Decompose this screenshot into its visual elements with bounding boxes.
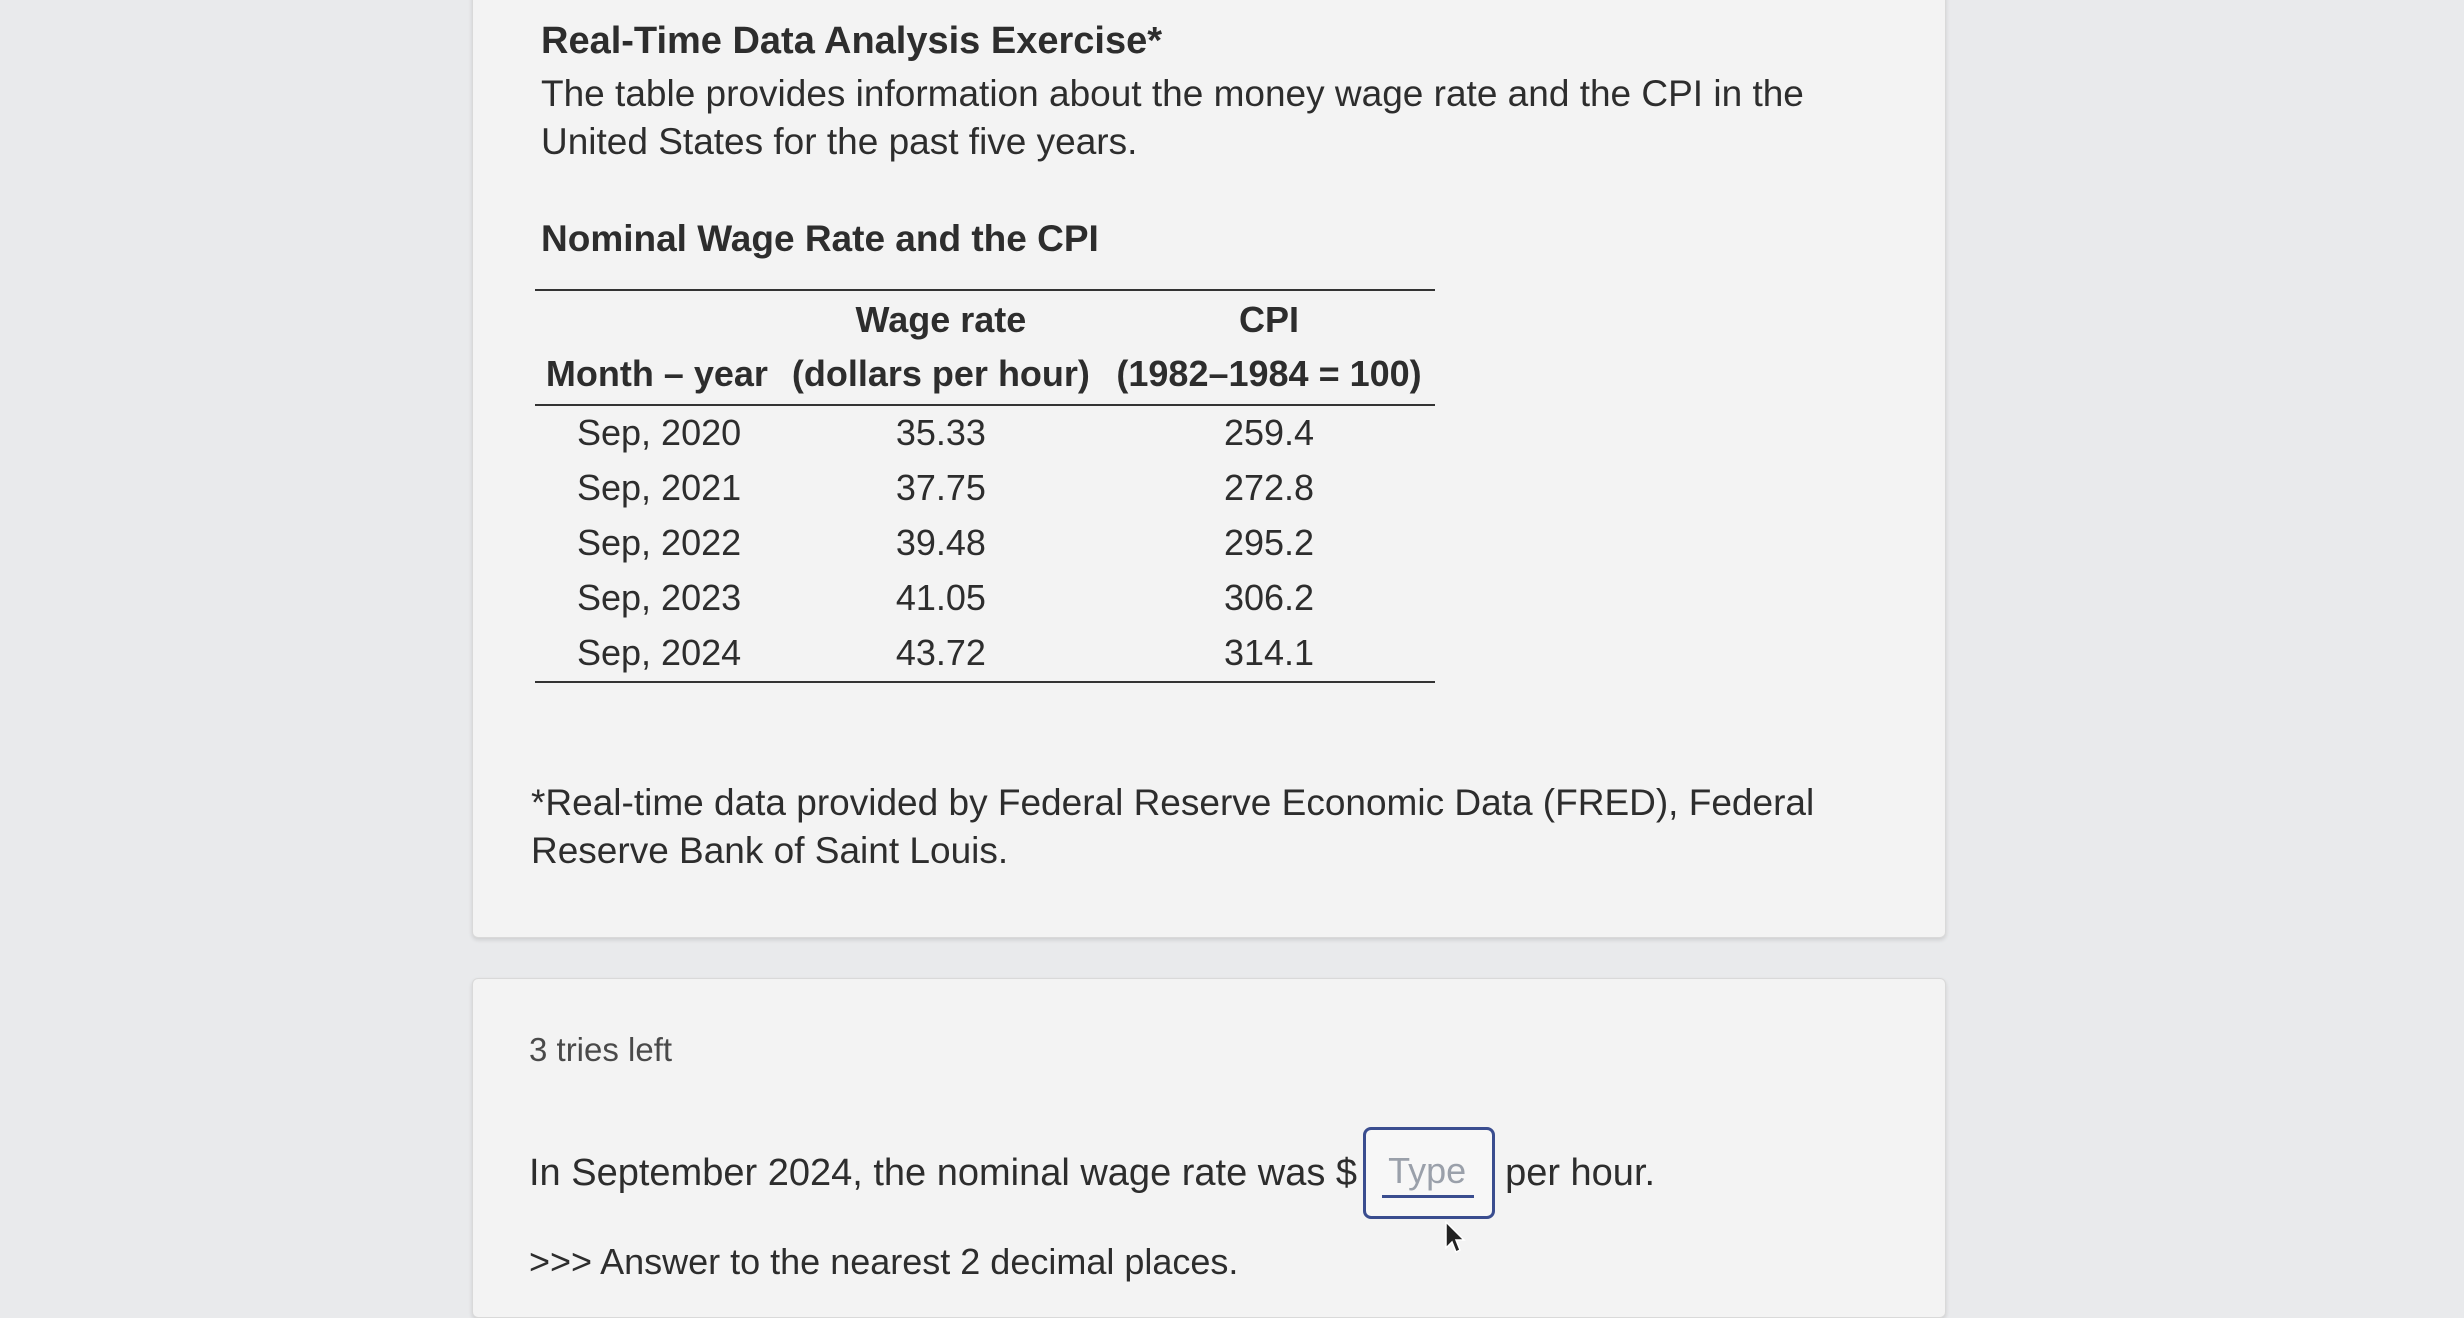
cell-cpi: 314.1 bbox=[1223, 632, 1315, 674]
table-row bbox=[535, 626, 1435, 682]
cell-wage-rate: 43.72 bbox=[895, 632, 986, 674]
mouse-pointer-icon bbox=[1444, 1220, 1468, 1254]
cell-month-year: Sep, 2023 bbox=[577, 577, 742, 619]
table-row bbox=[535, 405, 1435, 461]
table-row bbox=[535, 461, 1435, 516]
answer-box[interactable] bbox=[1363, 1127, 1495, 1219]
cell-wage-rate: 35.33 bbox=[895, 412, 986, 454]
question-text-before: In September 2024, the nominal wage rate was $ bbox=[529, 1151, 1358, 1194]
cell-cpi: 259.4 bbox=[1223, 412, 1315, 454]
table-header-row-bottom bbox=[535, 345, 1435, 405]
header-cpi-top: CPI bbox=[1239, 298, 1300, 340]
table-title: Nominal Wage Rate and the CPI bbox=[541, 217, 1099, 259]
exercise-card bbox=[472, 0, 1946, 938]
table-header-row-top bbox=[535, 290, 1435, 346]
tries-remaining: 3 tries left bbox=[529, 1031, 673, 1068]
question-text-after: per hour. bbox=[1505, 1151, 1656, 1194]
cell-wage-rate: 39.48 bbox=[895, 522, 986, 564]
header-month-year: Month – year bbox=[535, 345, 779, 405]
header-wage-top: Wage rate bbox=[855, 298, 1027, 340]
cell-cpi: 272.8 bbox=[1223, 467, 1315, 509]
wage-cpi-table bbox=[535, 289, 1435, 684]
table-row bbox=[535, 571, 1435, 626]
cell-month-year: Sep, 2022 bbox=[577, 522, 742, 564]
question-prompt bbox=[529, 1127, 1875, 1219]
cell-cpi: 295.2 bbox=[1223, 522, 1315, 564]
cell-wage-rate: 37.75 bbox=[895, 467, 986, 509]
cell-month-year: Sep, 2020 bbox=[577, 412, 742, 454]
header-cpi-base: (1982–1984 = 100) bbox=[1103, 345, 1435, 405]
exercise-title: Real-Time Data Analysis Exercise* bbox=[541, 20, 1163, 62]
answer-hint: >>> Answer to the nearest 2 decimal places. bbox=[529, 1241, 1239, 1282]
cell-month-year: Sep, 2024 bbox=[577, 632, 742, 674]
header-wage-unit: (dollars per hour) bbox=[779, 345, 1103, 405]
wage-rate-answer-input[interactable] bbox=[1382, 1146, 1474, 1198]
question-card bbox=[472, 978, 1946, 1318]
cell-wage-rate: 41.05 bbox=[895, 577, 986, 619]
data-source-footnote: *Real-time data provided by Federal Reserve Economic Data (FRED), Federal Reserve Bank of Saint Louis. bbox=[531, 782, 1815, 872]
header-month-top bbox=[535, 290, 779, 346]
exercise-intro: The table provides information about the money wage rate and the CPI in the United States for the past five years. bbox=[541, 73, 1804, 163]
cell-cpi: 306.2 bbox=[1223, 577, 1315, 619]
cell-month-year: Sep, 2021 bbox=[577, 467, 742, 509]
table-row bbox=[535, 516, 1435, 571]
